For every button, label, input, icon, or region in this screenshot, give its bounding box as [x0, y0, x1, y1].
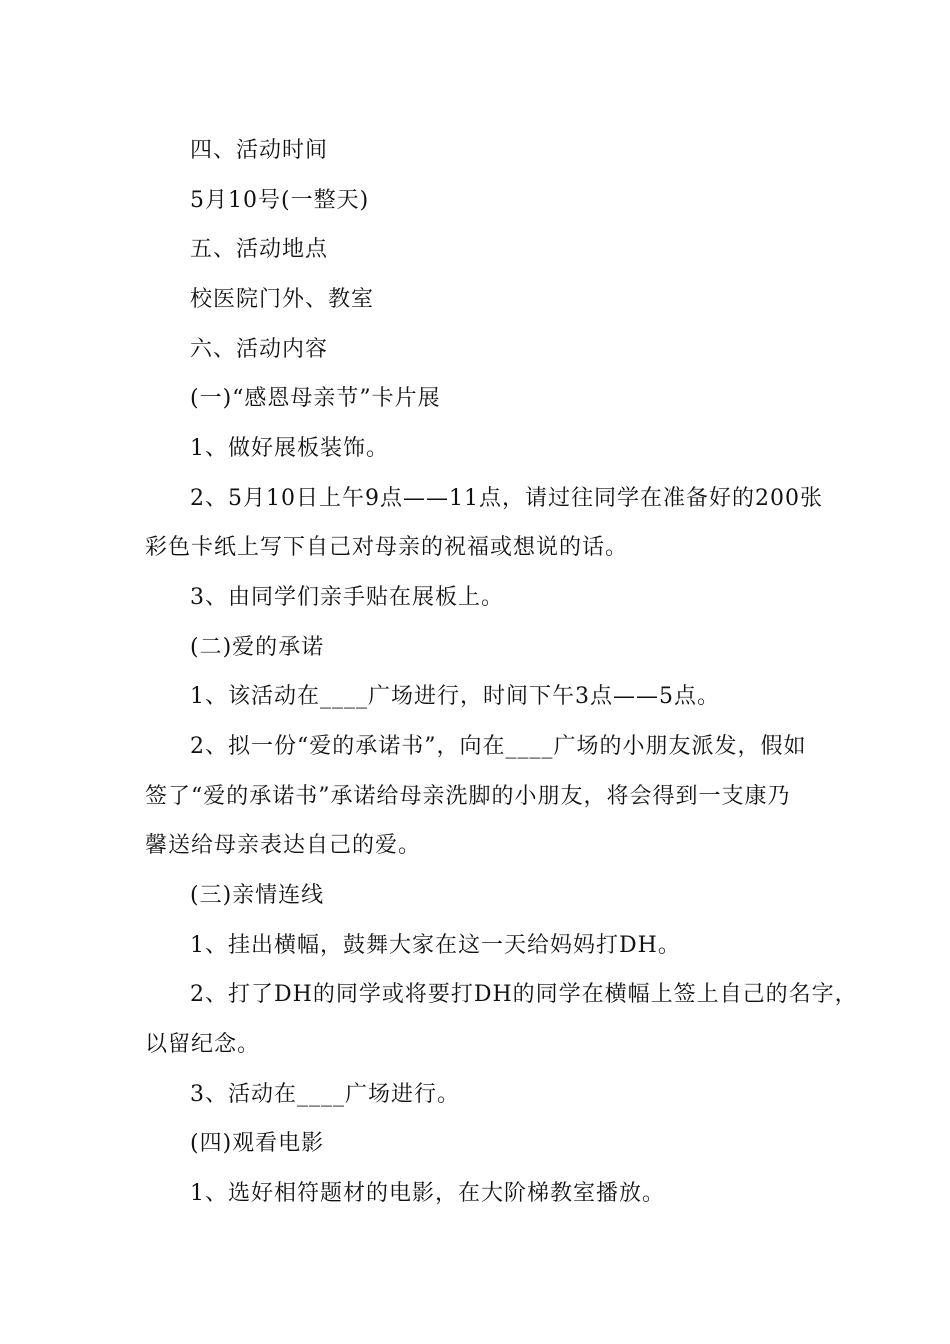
paragraph-line: 1、做好展板装饰。	[190, 436, 389, 461]
paragraph-line: 以留纪念。	[145, 1032, 261, 1057]
section-heading-content: 六、活动内容	[190, 337, 329, 362]
subsection-heading-promise: (二)爱的承诺	[190, 635, 325, 660]
section-heading-location: 五、活动地点	[190, 237, 329, 262]
paragraph-line: 1、选好相符题材的电影，在大阶梯教室播放。	[190, 1181, 665, 1206]
paragraph-line: 5月10号(一整天)	[190, 188, 370, 213]
paragraph-line: 2、拟一份“爱的承诺书”，向在____广场的小朋友派发，假如	[190, 734, 807, 759]
paragraph-line: 彩色卡纸上写下自己对母亲的祝福或想说的话。	[145, 535, 629, 560]
paragraph-line: 2、打了DH的同学或将要打DH的同学在横幅上签上自己的名字，	[190, 982, 858, 1007]
paragraph-line: 馨送给母亲表达自己的爱。	[145, 833, 422, 858]
paragraph-line: 校医院门外、教室	[190, 287, 375, 312]
section-heading-time: 四、活动时间	[190, 138, 329, 163]
paragraph-line: 3、活动在____广场进行。	[190, 1082, 460, 1107]
paragraph-line: 3、由同学们亲手贴在展板上。	[190, 585, 504, 610]
paragraph-line: 1、挂出横幅，鼓舞大家在这一天给妈妈打DH。	[190, 933, 681, 958]
subsection-heading-card-show: (一)“感恩母亲节”卡片展	[190, 386, 441, 411]
paragraph-line: 签了“爱的承诺书”承诺给母亲洗脚的小朋友，将会得到一支康乃	[145, 784, 791, 809]
paragraph-line: 1、该活动在____广场进行，时间下午3点——5点。	[190, 684, 720, 709]
subsection-heading-movie: (四)观看电影	[190, 1131, 325, 1156]
subsection-heading-phone-line: (三)亲情连线	[190, 883, 325, 908]
paragraph-line: 2、5月10日上午9点——11点，请过往同学在准备好的200张	[190, 486, 823, 511]
